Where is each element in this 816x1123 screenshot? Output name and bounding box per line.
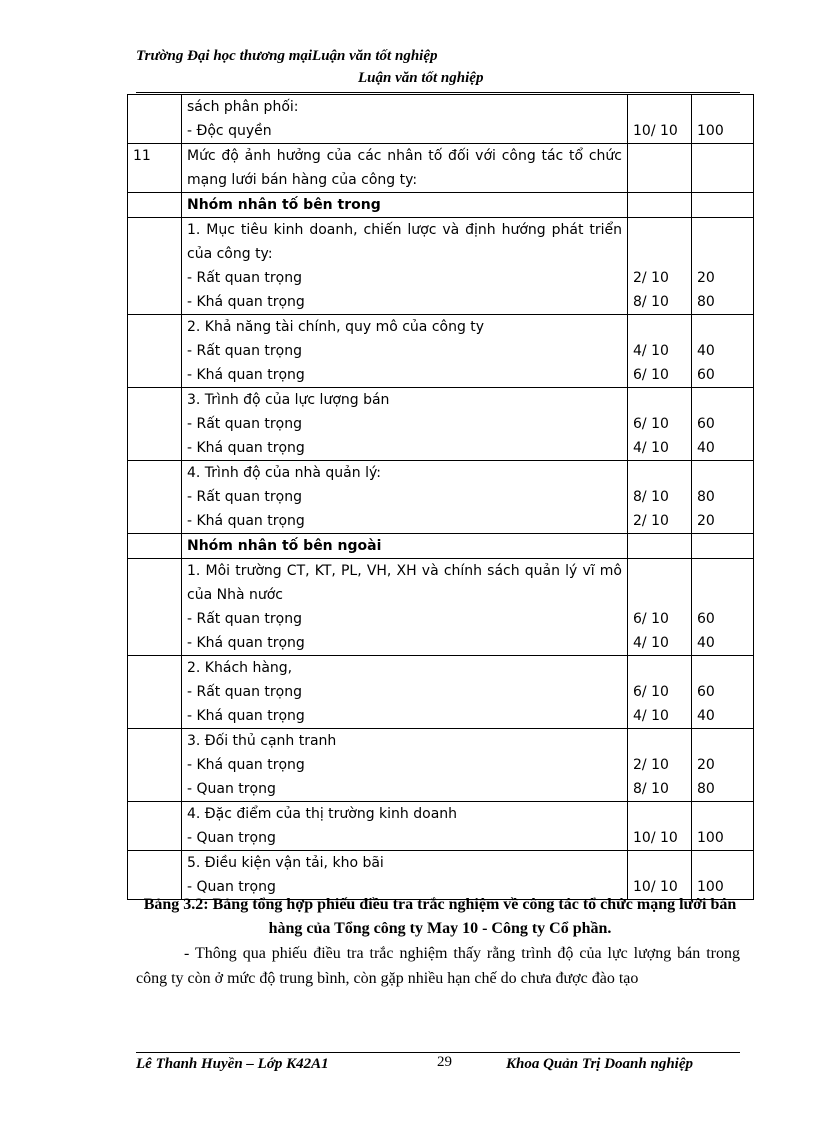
spacer — [697, 388, 748, 412]
ratio-value: 4/ 10 — [633, 635, 669, 651]
spacer — [697, 461, 748, 485]
group-heading-inner: Nhóm nhân tố bên trong — [187, 197, 381, 213]
table-row — [128, 218, 754, 315]
question-line: sách phân phối: — [187, 99, 299, 115]
table-row — [128, 802, 754, 851]
row-number-cell — [128, 461, 182, 534]
row-number-cell — [128, 559, 182, 656]
ratio-cell — [628, 461, 692, 534]
ratio-value: 4/ 10 — [633, 343, 669, 359]
table-row — [128, 559, 754, 656]
spacer — [633, 242, 686, 266]
percent-cell — [692, 315, 754, 388]
percent-value: 80 — [697, 294, 715, 310]
percent-cell — [692, 729, 754, 802]
survey-results-table — [127, 94, 754, 900]
percent-value: 60 — [697, 416, 715, 432]
option-label: - Độc quyền — [187, 123, 272, 139]
row-number-cell — [128, 95, 182, 144]
body-paragraph — [136, 941, 740, 991]
question-cell — [182, 218, 628, 315]
spacer — [633, 461, 686, 485]
ratio-cell — [628, 193, 692, 218]
ratio-value: 8/ 10 — [633, 294, 669, 310]
spacer — [633, 315, 686, 339]
option-label: - Rất quan trọng — [187, 611, 302, 627]
question-cell — [182, 802, 628, 851]
spacer — [697, 242, 748, 266]
ratio-value: 2/ 10 — [633, 757, 669, 773]
percent-value: 80 — [697, 489, 715, 505]
footer-department: Khoa Quản Trị Doanh nghiệp — [506, 1056, 694, 1072]
spacer — [697, 583, 748, 607]
percent-value: 20 — [697, 270, 715, 286]
question-cell — [182, 729, 628, 802]
ratio-value: 10/ 10 — [633, 830, 678, 846]
option-label: - Rất quan trọng — [187, 684, 302, 700]
spacer — [697, 656, 748, 680]
row-number: 11 — [133, 148, 151, 164]
option-label: - Quan trọng — [187, 830, 276, 846]
table-row — [128, 193, 754, 218]
percent-cell — [692, 218, 754, 315]
header-rule — [136, 92, 740, 93]
table-row — [128, 656, 754, 729]
percent-cell — [692, 461, 754, 534]
factor-title: 2. Khách hàng, — [187, 660, 293, 676]
percent-value: 100 — [697, 830, 724, 846]
percent-value: 100 — [697, 123, 724, 139]
percent-cell — [692, 388, 754, 461]
ratio-value: 6/ 10 — [633, 367, 669, 383]
table-row — [128, 729, 754, 802]
percent-cell — [692, 144, 754, 193]
table-row — [128, 315, 754, 388]
question-cell — [182, 95, 628, 144]
ratio-value: 6/ 10 — [633, 416, 669, 432]
percent-value: 40 — [697, 343, 715, 359]
option-label: - Khá quan trọng — [187, 294, 305, 310]
spacer — [633, 388, 686, 412]
option-label: - Quan trọng — [187, 879, 276, 895]
spacer — [697, 851, 748, 875]
row-number-cell — [128, 729, 182, 802]
running-header-line2: Luận văn tốt nghiệp — [358, 70, 484, 86]
spacer — [697, 315, 748, 339]
percent-value: 40 — [697, 635, 715, 651]
row-number-cell — [128, 388, 182, 461]
ratio-value: 4/ 10 — [633, 440, 669, 456]
percent-cell — [692, 95, 754, 144]
question-cell — [182, 144, 628, 193]
spacer — [633, 656, 686, 680]
spacer — [633, 802, 686, 826]
ratio-value: 8/ 10 — [633, 781, 669, 797]
spacer — [633, 559, 686, 583]
footer-author: Lê Thanh Huyền – Lớp K42A1 — [136, 1056, 329, 1072]
percent-cell — [692, 193, 754, 218]
percent-value: 80 — [697, 781, 715, 797]
factor-title: 5. Điều kiện vận tải, kho bãi — [187, 855, 384, 871]
table-caption: Bảng 3.2: Bảng tổng hợp phiếu điều tra trắc nghiệm về công tác tổ chức mạng lưới bán hàng của Tổng công ty May 10 - Công ty Cổ phần. — [143, 896, 737, 937]
percent-cell — [692, 534, 754, 559]
row-number-cell — [128, 193, 182, 218]
percent-value: 40 — [697, 708, 715, 724]
ratio-cell — [628, 388, 692, 461]
spacer — [697, 729, 748, 753]
group-heading-cell — [182, 534, 628, 559]
percent-value: 60 — [697, 367, 715, 383]
percent-value: 60 — [697, 684, 715, 700]
question-cell — [182, 656, 628, 729]
spacer — [633, 583, 686, 607]
factor-title: 4. Trình độ của nhà quản lý: — [187, 465, 381, 481]
ratio-value: 2/ 10 — [633, 513, 669, 529]
spacer — [633, 729, 686, 753]
table-row — [128, 388, 754, 461]
group-heading-cell — [182, 193, 628, 218]
percent-value: 100 — [697, 879, 724, 895]
option-label: - Rất quan trọng — [187, 343, 302, 359]
factor-title: 1. Mục tiêu kinh doanh, chiến lược và định hướng phát triển của công ty: — [187, 222, 622, 262]
ratio-value: 8/ 10 — [633, 489, 669, 505]
ratio-cell — [628, 559, 692, 656]
table-row — [128, 461, 754, 534]
table-row — [128, 144, 754, 193]
percent-cell — [692, 656, 754, 729]
option-label: - Khá quan trọng — [187, 513, 305, 529]
spacer — [633, 218, 686, 242]
ratio-value: 6/ 10 — [633, 684, 669, 700]
option-label: - Rất quan trọng — [187, 489, 302, 505]
option-label: - Khá quan trọng — [187, 757, 305, 773]
option-label: - Khá quan trọng — [187, 708, 305, 724]
factor-title: 4. Đặc điểm của thị trường kinh doanh — [187, 806, 458, 822]
option-label: - Rất quan trọng — [187, 270, 302, 286]
ratio-value: 6/ 10 — [633, 611, 669, 627]
spacer — [697, 218, 748, 242]
row-number-cell — [128, 656, 182, 729]
factor-title: 3. Đối thủ cạnh tranh — [187, 733, 337, 749]
ratio-cell — [628, 729, 692, 802]
table-row — [128, 534, 754, 559]
factor-title: 2. Khả năng tài chính, quy mô của công ty — [187, 319, 485, 335]
ratio-cell — [628, 315, 692, 388]
percent-value: 20 — [697, 513, 715, 529]
ratio-value: 4/ 10 — [633, 708, 669, 724]
ratio-value: 10/ 10 — [633, 123, 678, 139]
option-label: - Khá quan trọng — [187, 367, 305, 383]
question-cell — [182, 315, 628, 388]
row-number-cell — [128, 315, 182, 388]
row-number-cell — [128, 802, 182, 851]
question-title: Mức độ ảnh hưởng của các nhân tố đối với công tác tổ chức mạng lưới bán hàng của công ty: — [187, 148, 622, 188]
running-header-line1: Trường Đại học thương mạiLuận văn tốt nghiệp — [136, 48, 438, 64]
percent-value: 40 — [697, 440, 715, 456]
factor-title: 3. Trình độ của lực lượng bán — [187, 392, 390, 408]
ratio-cell — [628, 656, 692, 729]
ratio-cell — [628, 802, 692, 851]
ratio-cell — [628, 144, 692, 193]
paragraph-text: - Thông qua phiếu điều tra trắc nghiệm thấy rằng trình độ của lực lượng bán trong công ty còn ở mức độ trung bình, còn gặp nhiều hạn chế do chưa được đào tạo — [136, 945, 740, 987]
percent-value: 60 — [697, 611, 715, 627]
percent-cell — [692, 802, 754, 851]
percent-cell — [692, 559, 754, 656]
group-heading-outer: Nhóm nhân tố bên ngoài — [187, 538, 382, 554]
footer-rule — [136, 1052, 740, 1053]
question-cell — [182, 388, 628, 461]
factor-title: 1. Môi trường CT, KT, PL, VH, XH và chính sách quản lý vĩ mô của Nhà nước — [187, 563, 622, 603]
ratio-cell — [628, 218, 692, 315]
option-label: - Quan trọng — [187, 781, 276, 797]
row-number-cell — [128, 144, 182, 193]
table-row — [128, 95, 754, 144]
spacer — [697, 559, 748, 583]
question-cell — [182, 461, 628, 534]
ratio-cell — [628, 534, 692, 559]
spacer — [633, 851, 686, 875]
option-label: - Khá quan trọng — [187, 635, 305, 651]
option-label: - Rất quan trọng — [187, 416, 302, 432]
page-number: 29 — [437, 1054, 452, 1070]
row-number-cell — [128, 534, 182, 559]
spacer — [697, 802, 748, 826]
question-cell — [182, 559, 628, 656]
ratio-value: 10/ 10 — [633, 879, 678, 895]
ratio-value: 2/ 10 — [633, 270, 669, 286]
row-number-cell — [128, 218, 182, 315]
ratio-cell — [628, 95, 692, 144]
percent-value: 20 — [697, 757, 715, 773]
option-label: - Khá quan trọng — [187, 440, 305, 456]
